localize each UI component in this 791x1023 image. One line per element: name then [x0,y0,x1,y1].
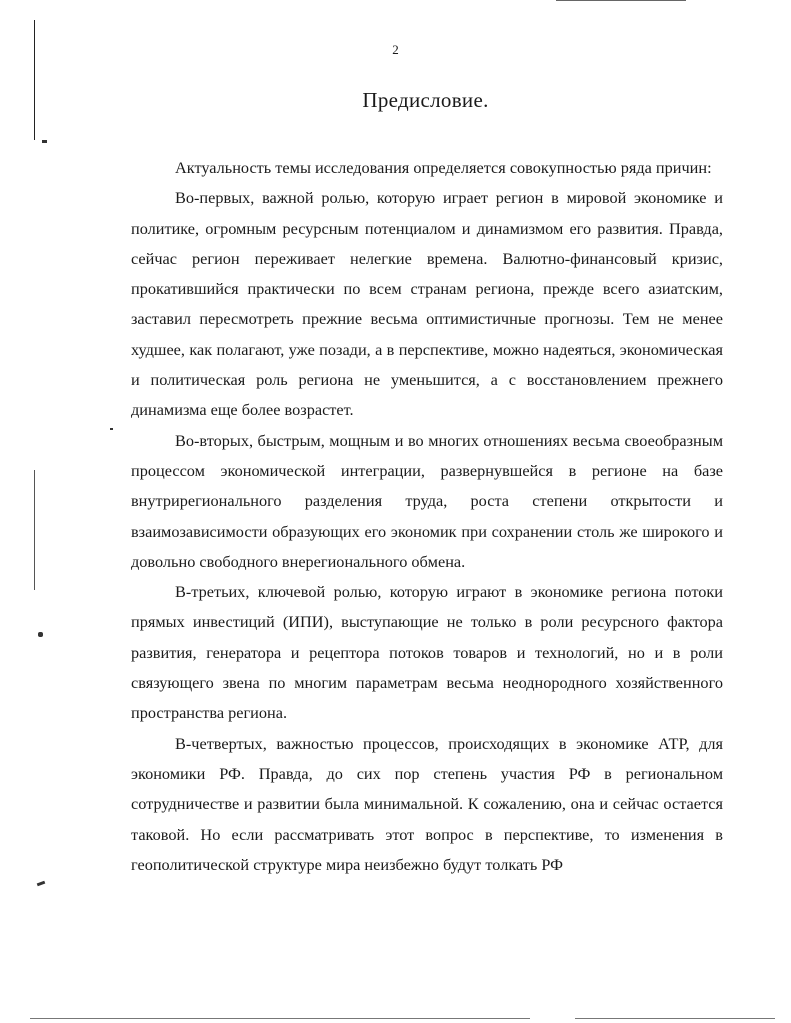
paragraph-intro: Актуальность темы исследования определяется совокупностью ряда причин: [175,158,712,177]
body-text [131,153,723,880]
scan-edge-line-left [34,20,35,140]
scan-speck-1 [42,140,47,143]
scan-speck-3 [37,881,46,887]
paragraph-fourth: В-четвертых, важностью процессов, происходящих в экономике АТР, для экономики РФ. Правда, до сих пор степень участия РФ в региональном сотрудничестве и развитии была минимальной. К сожалению, она и сейчас остается таковой. Но если рассматривать этот вопрос в перспективе, то изменения в геополитической структуре мира неизбежно будут толкать РФ [131,733,723,874]
scan-edge-line-bottom [30,1018,530,1019]
page-title: Предисловие. [362,88,489,112]
page-number: 2 [392,42,399,57]
scan-speck-2 [38,632,43,637]
scan-edge-line-top [556,0,686,1]
paragraph-third: В-третьих, ключевой ролью, которую играют в экономике региона потоки прямых инвестиций (ИПИ), выступающие не только в роли ресурсного фактора развития, генератора и рецептора потоков товаров и технологий, но и в роли связующего звена по многим параметрам весьма неоднородного хозяйственного пространства региона. [131,582,723,723]
paragraph-second: Во-вторых, быстрым, мощным и во многих отношениях весьма своеобразным процессом экономической интеграции, развернувшейся в регионе на базе внутрирегионального разделения труда, роста степени открытости и взаимозависимости образующих его экономик при сохранении столь же широкого и довольно свободного внерегионального обмена. [131,430,723,571]
paragraph-first: Во-первых, важной ролью, которую играет регион в мировой экономике и политике, огромным ресурсным потенциалом и динамизмом его развития. Правда, сейчас регион переживает нелегкие времена. Валютно-финансовый кризис, прокатившийся практически по всем странам региона, прежде всего азиатским, заставил пересмотреть прежние весьма оптимистичные прогнозы. Тем не менее худшее, как полагают, уже позади, а в перспективе, можно надеяться, экономическая и политическая роль региона не уменьшится, а с восстановлением прежнего динамизма еще более возрастет. [131,188,723,420]
scan-speck-4 [110,428,113,430]
scan-edge-line-bottom-right [575,1018,775,1019]
scan-edge-line-left-lower [34,470,35,590]
